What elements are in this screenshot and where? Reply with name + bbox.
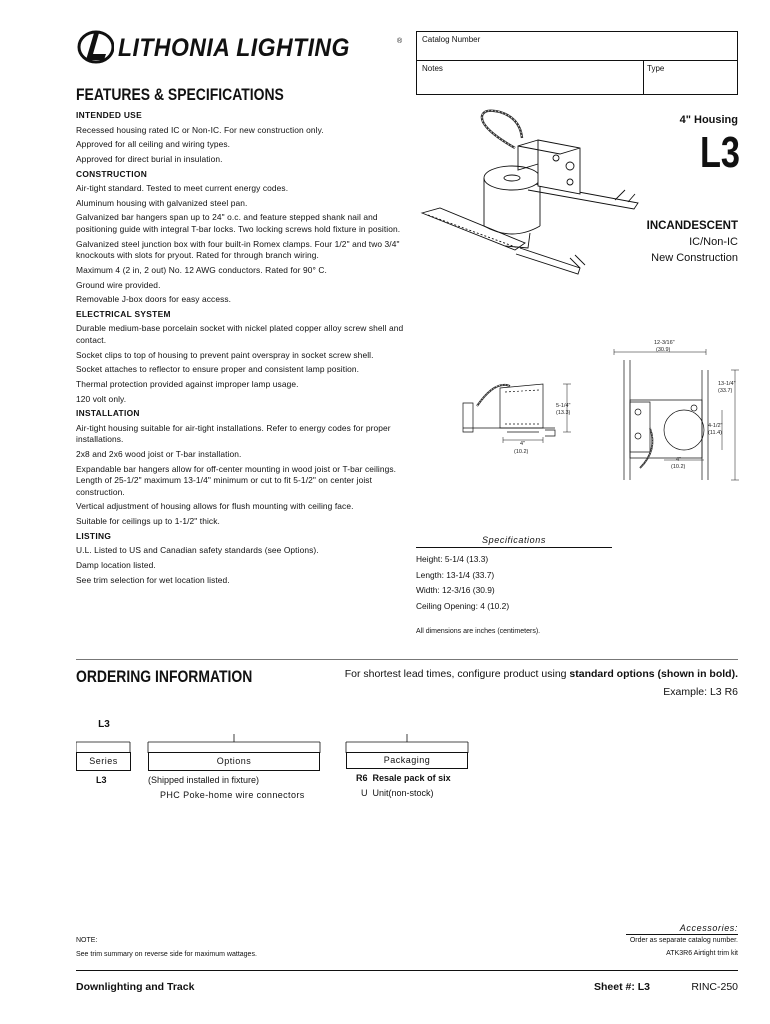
spec-width: Width: 12-3/16 (30.9) [416, 585, 495, 596]
dim-height-cm: (13.3) [556, 410, 571, 416]
accessories-title: Accessories: [679, 923, 738, 933]
packaging-r6-code: R6 [356, 773, 368, 783]
spec-paragraph: Recessed housing rated IC or Non-IC. For new construction only. [76, 124, 324, 135]
spec-paragraph: 120 volt only. [76, 393, 127, 404]
spec-paragraph: Durable medium-base porcelain socket with nickel plated copper alloy screw shell and contact. [76, 323, 404, 345]
packaging-u[interactable] [361, 788, 434, 798]
lamp-type: INCANDESCENT [646, 220, 738, 232]
packaging-r6-desc: Resale pack of six [372, 773, 451, 783]
footer-category: Downlighting and Track [76, 981, 195, 993]
features-body [76, 110, 406, 589]
footer-document-code: RINC-250 [691, 981, 738, 993]
spec-paragraph: Approved for all ceiling and wiring types. [76, 139, 231, 150]
features-title: FEATURES & SPECIFICATIONS [76, 85, 284, 104]
spec-paragraph: U.L. Listed to US and Canadian safety standards (see Options). [76, 545, 319, 556]
spec-paragraph: Galvanized steel junction box with four built-in Romex clamps. Four 1/2" and two 3/4" knockouts with slots for pryout. Rated for through branch wiring. [76, 238, 400, 261]
accessories-rule [626, 934, 738, 935]
dim-opening-cm: (10.2) [514, 449, 529, 455]
dim-length: 13-1/4" [718, 381, 736, 387]
spec-paragraph: Approved for direct burial in insulation. [76, 153, 223, 164]
options-box: Options [148, 752, 320, 771]
lithonia-logo [76, 30, 406, 66]
ordering-note-bold: standard options (shown in bold). [569, 668, 738, 680]
dim-plan-opening-cm: (10.2) [671, 464, 686, 470]
option-phc[interactable]: PHC Poke-home wire connectors [160, 790, 305, 800]
accessories-note: Order as separate catalog number. [629, 937, 738, 944]
logo-text: LITHONIA LIGHTING [118, 34, 350, 62]
spec-paragraph: Air-tight housing suitable for air-tight installations. Refer to energy codes for proper installations. [76, 422, 391, 445]
catalog-number-label: Catalog Number [422, 35, 481, 44]
footer-sheet-number: Sheet #: L3 [593, 981, 650, 993]
type-label: Type [647, 64, 665, 73]
dim-height: 5-1/4" [556, 403, 571, 409]
options-line1: (Shipped installed in fixture) [148, 775, 260, 785]
packaging-r6[interactable] [356, 773, 451, 783]
spec-height: Height: 5-1/4 (13.3) [416, 554, 489, 564]
spec-paragraph: See trim selection for wet location listed. [76, 574, 230, 585]
housing-size: 4" Housing [679, 114, 738, 126]
spec-paragraph: Galvanized bar hangers span up to 24" o.c. and feature stepped shank nail and positioning guide with integral T-bar locks. Two locking screws hold fixture in position. [76, 212, 401, 234]
ordering-title: ORDERING INFORMATION [76, 667, 253, 686]
ordering-example: Example: L3 R6 [663, 686, 738, 698]
section-heading: INTENDED USE [76, 110, 142, 120]
footer-rule [76, 970, 738, 971]
ordering-note [300, 668, 738, 680]
accessory-atk3r6[interactable]: ATK3R6 Airtight trim kit [666, 950, 738, 957]
catalog-number-box[interactable] [416, 31, 738, 95]
packaging-u-code: U [361, 788, 368, 798]
product-tag: L3 [98, 719, 110, 730]
section-divider [76, 659, 738, 660]
spec-paragraph: Aluminum housing with galvanized steel pan. [76, 197, 248, 208]
spec-ceiling-opening: Ceiling Opening: 4 (10.2) [416, 600, 510, 611]
notes-label: Notes [422, 64, 443, 73]
spec-paragraph: Maximum 4 (2 in, 2 out) No. 12 AWG conductors. Rated for 90° C. [76, 264, 327, 275]
series-box: Series [76, 752, 131, 771]
ordering-connectors [76, 733, 476, 753]
spec-paragraph: Air-tight standard. Tested to meet current energy codes. [76, 183, 289, 194]
spec-paragraph: Ground wire provided. [76, 279, 161, 290]
spec-paragraph: Vertical adjustment of housing allows for flush mounting with ceiling face. [76, 501, 354, 512]
spec-length: Length: 13-1/4 (33.7) [416, 569, 495, 580]
dim-plan-inner-cm: (11.4) [708, 430, 722, 436]
packaging-box: Packaging [346, 752, 468, 769]
spec-paragraph: Thermal protection provided against improper lamp usage. [76, 378, 299, 389]
section-heading: LISTING [76, 530, 112, 541]
dim-opening: 4" [520, 441, 526, 447]
dim-plan-inner: 4-1/2" [708, 423, 723, 429]
specifications-list [416, 552, 509, 614]
specifications-title: Specifications [482, 535, 546, 545]
registered-mark: ® [397, 38, 403, 45]
dim-plan-opening: 4" [676, 457, 682, 463]
dim-width: 12-3/16" [654, 340, 675, 346]
ordering-note-prefix: For shortest lead times, configure product using [344, 668, 570, 680]
spec-paragraph: Socket clips to top of housing to prevent paint overspray in socket screw shell. [76, 349, 374, 360]
ic-rating: IC/Non-IC [689, 236, 738, 248]
spec-paragraph: Socket attaches to reflector to ensure proper and consistent lamp position. [76, 364, 360, 375]
series-value: L3 [96, 775, 107, 785]
note-label: NOTE: [76, 937, 98, 944]
section-heading: CONSTRUCTION [76, 168, 148, 179]
spec-paragraph: Damp location listed. [76, 559, 156, 570]
section-heading: ELECTRICAL SYSTEM [76, 308, 171, 319]
packaging-u-desc: Unit(non-stock) [372, 788, 434, 798]
dim-length-cm: (33.7) [718, 388, 733, 394]
spec-paragraph: 2x8 and 2x6 wood joist or T-bar installation. [76, 449, 242, 459]
catalog-box-divider [643, 60, 644, 94]
section-heading: INSTALLATION [76, 408, 140, 419]
spec-paragraph: Expandable bar hangers allow for off-center mounting in wood joist or T-bar ceilings. Length of 25-1/2" maximum 13-1/4" minimum or cut to fit 5-1/2" on center joist construction. [76, 463, 397, 497]
lithonia-logo-mark-icon [76, 30, 114, 64]
spec-paragraph: Removable J-box doors for easy access. [76, 294, 232, 305]
product-code: L3 [699, 128, 740, 177]
dim-width-cm: (30.9) [656, 347, 671, 353]
specifications-note: All dimensions are inches (centimeters). [416, 628, 541, 635]
application-type: New Construction [651, 252, 738, 264]
spec-paragraph: Suitable for ceilings up to 1-1/2" thick. [76, 516, 220, 527]
note-text: See trim summary on reverse side for maximum wattages. [76, 951, 257, 958]
specifications-rule [416, 547, 612, 548]
